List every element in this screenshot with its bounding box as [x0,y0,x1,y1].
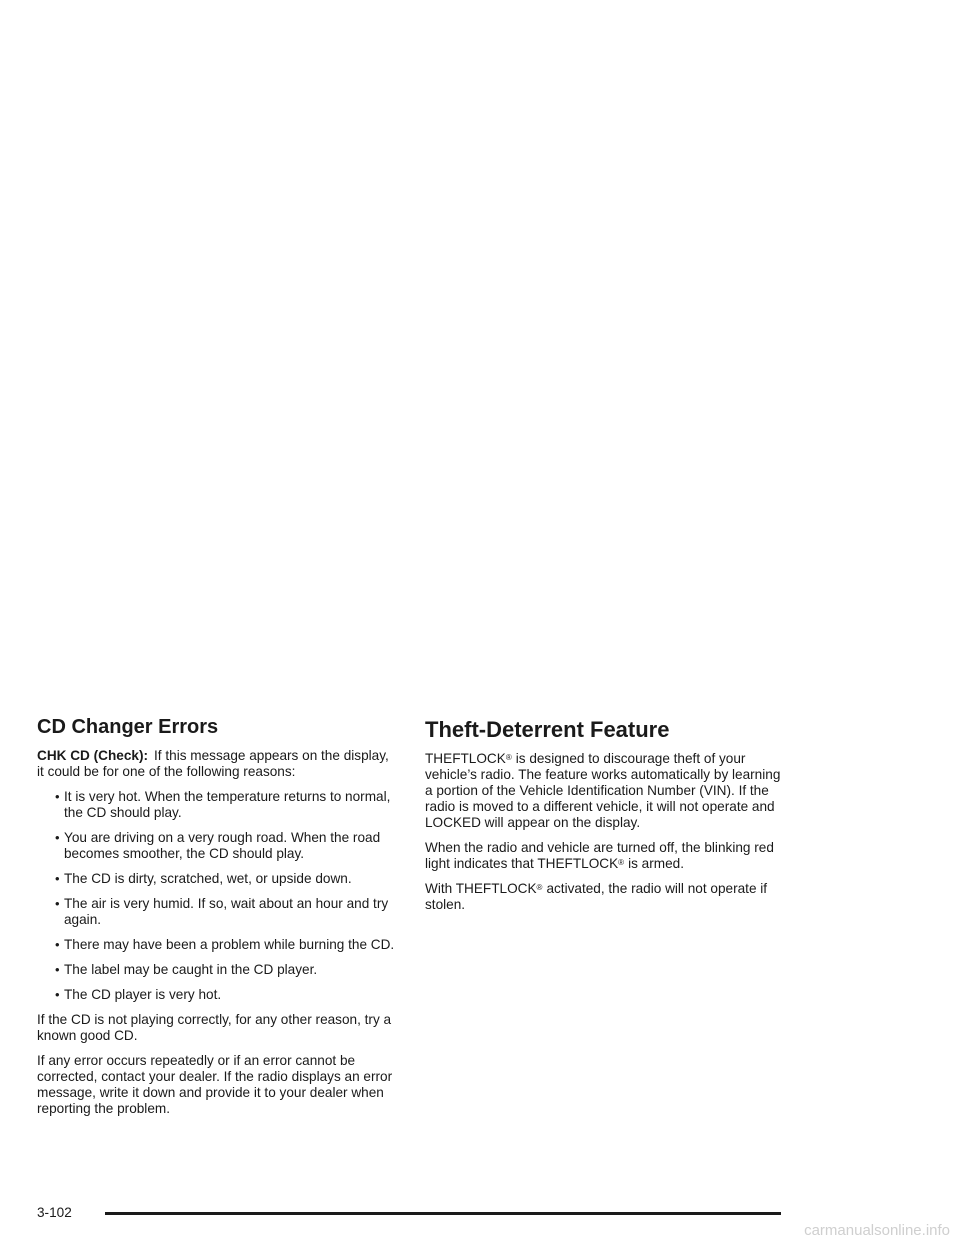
reason-item [37,962,399,978]
section-title-theft-deterrent: Theft-Deterrent Feature [425,717,670,742]
reason-item [37,987,399,1003]
left-column [37,716,399,1126]
reason-item [37,937,399,953]
reason-text: You are driving on a very rough road. When the road becomes smoother, the CD should play. [64,830,381,861]
bullet-icon: • [55,896,60,911]
reason-text: The label may be caught in the CD player. [64,962,318,977]
paragraph-try-good-cd: If the CD is not playing correctly, for any other reason, try a known good CD. [37,1012,392,1043]
reason-text: It is very hot. When the temperature returns to normal, the CD should play. [64,789,391,820]
reason-text: The air is very humid. If so, wait about an hour and try again. [64,896,389,927]
intro-text: If this message appears on the display, it could be for one of the following reasons: [37,748,389,779]
bullet-icon: • [55,830,60,845]
reason-text: There may have been a problem while burning the CD. [64,937,395,952]
right-column [425,716,785,922]
bullet-icon: • [55,937,60,952]
page-number: 3-102 [37,1205,72,1220]
reason-item [37,789,399,821]
registered-mark: ® [618,858,625,868]
armed-text-head: When the radio and vehicle are turned off, the blinking red light indicates that THEFTLOCK [425,840,774,872]
activated-text-head: With THEFTLOCK [425,881,537,897]
registered-mark: ® [505,753,512,763]
bullet-icon: • [55,962,60,977]
reason-item [37,830,399,862]
bullet-icon: • [55,987,60,1002]
activated-text-tail: activated, the radio will not operate if stolen. [425,881,768,913]
reason-item [37,871,399,887]
armed-text-tail: is armed. [628,856,684,872]
section-title-cd-changer-errors: CD Changer Errors [37,716,219,738]
paragraph-theftlock-description [425,751,785,831]
paragraph-armed-indicator [425,840,785,872]
bullet-icon: • [55,789,60,804]
reason-text: The CD is dirty, scratched, wet, or upside down. [64,871,352,886]
footer-rule [105,1212,781,1215]
intro-paragraph [37,748,399,780]
reasons-list [37,789,399,1003]
description-text: is designed to discourage theft of your vehicle’s radio. The feature works automatically by learning a portion of the Vehicle Identification Number (VIN). If the radio is moved to a different vehicle, it will not operate and LOCKED will appear on the display. [425,751,781,831]
intro-lead: CHK CD (Check): [37,748,149,763]
paragraph-contact-dealer: If any error occurs repeatedly or if an error cannot be corrected, contact your dealer. If the radio displays an error message, write it down and provide it to your dealer when reporting the problem. [37,1053,393,1116]
reason-text: The CD player is very hot. [64,987,222,1002]
reason-item [37,896,399,928]
paragraph-activated [425,881,785,913]
watermark: carmanualsonline.info [804,1222,950,1239]
registered-mark: ® [536,883,543,893]
brand-name: THEFTLOCK [425,751,506,767]
bullet-icon: • [55,871,60,886]
